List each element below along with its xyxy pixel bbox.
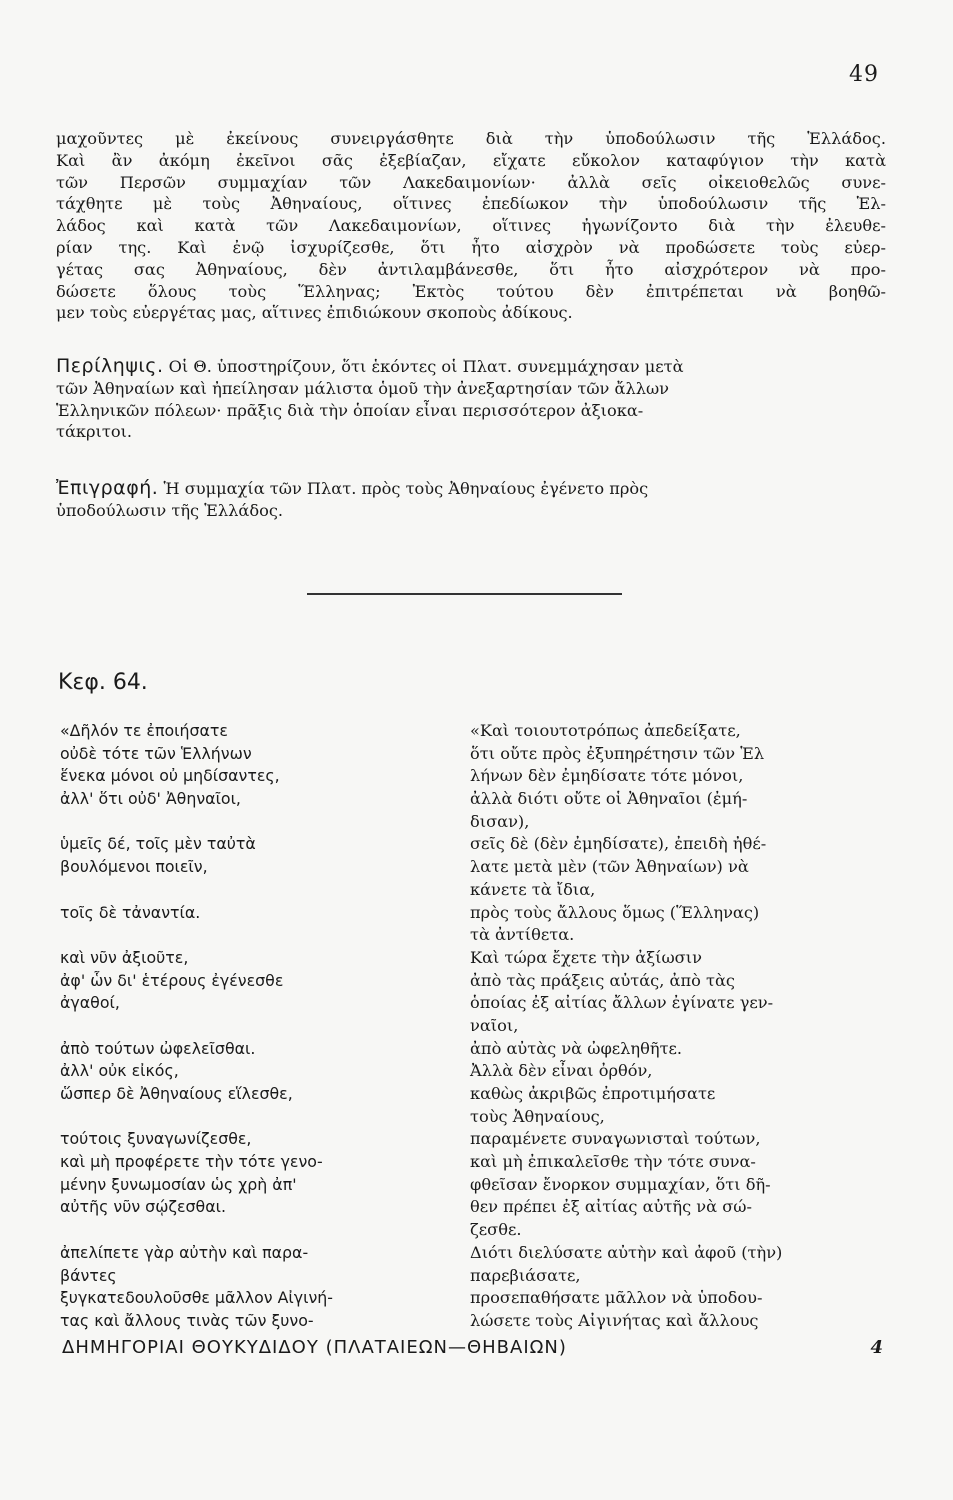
- epigraph-line: ὑποδούλωσιν τῆς Ἑλλάδος.: [56, 500, 284, 520]
- translation-line: ναῖοι,: [470, 1015, 519, 1035]
- page-number: 49: [849, 62, 879, 87]
- summary-line: Οἱ Θ. ὑποστηρίζουν, ὅτι ἑκόντες οἱ Πλατ. συνεμμάχησαν μετὰ: [168, 357, 684, 376]
- translation-line: τὰ ἀντίθετα.: [470, 925, 575, 945]
- summary-line: τῶν Ἀθηναίων καὶ ἠπείλησαν μάλιστα ὁμοῦ τὴν ἀνεξαρτησίαν τῶν ἄλλων: [56, 378, 670, 398]
- ancient-text-line: ἀπὸ τούτων ὠφελεῖσθαι.: [60, 1038, 256, 1058]
- ancient-text-line: ξυγκατεδουλοῦσθε μᾶλλον Αἰγινή-: [60, 1288, 333, 1308]
- ancient-text-line: ἀλλ' ὅτι οὐδ' Ἀθηναῖοι,: [60, 789, 241, 809]
- summary-paragraph: [56, 356, 886, 443]
- line-gap: [60, 811, 450, 834]
- running-title: ΔΗΜΗΓΟΡΙΑΙ ΘΟΥΚΥΔΙΔΟΥ (ΠΛΑΤΑΙΕΩΝ—ΘΗΒΑΙΩΝ): [62, 1337, 567, 1358]
- translation-line: ἀλλὰ διότι οὔτε οἱ Ἀθηναῖοι (ἐμή-: [470, 789, 748, 809]
- translation-line: ἀπὸ τὰς πράξεις αὐτάς, ἀπὸ τὰς: [470, 970, 735, 990]
- ancient-text-line: μένην ξυνωμοσίαν ὡς χρὴ ἀπ': [60, 1174, 297, 1194]
- translation-line: Διότι διελύσατε αὐτὴν καὶ ἀφοῦ (τὴν): [470, 1242, 783, 1262]
- line-gap: [60, 1106, 450, 1129]
- translation-line: παραμένετε συναγωνισταὶ τούτων,: [470, 1129, 761, 1149]
- intro-paragraph: [56, 128, 886, 324]
- translation-line: ὁποίας ἐξ αἰτίας ἄλλων ἐγίνατε γεν-: [470, 993, 774, 1013]
- translation-line: προσεπαθήσατε μᾶλλον νὰ ὑποδου-: [470, 1288, 763, 1308]
- translation-line: φθεῖσαν ἔνορκον συμμαχίαν, ὅτι δῆ-: [470, 1174, 771, 1194]
- ancient-text-line: ὑμεῖς δέ, τοῖς μὲν ταὐτὰ: [60, 834, 256, 854]
- translation-line: καὶ μὴ ἐπικαλεῖσθε τὴν τότε συνα-: [470, 1152, 756, 1172]
- ancient-text-line: αὐτῆς νῦν σῴζεσθαι.: [60, 1197, 227, 1217]
- translation-line: «Καὶ τοιουτοτρόπως ἀπεδείξατε,: [470, 721, 741, 740]
- line-gap: [60, 1219, 450, 1242]
- ancient-text-line: ἀλλ' οὐκ εἰκός,: [60, 1061, 179, 1081]
- ancient-text-column: [60, 720, 450, 1333]
- line-gap: [60, 879, 450, 902]
- epigraph-label: Ἐπιγραφή.: [56, 477, 159, 499]
- ancient-text-line: καὶ νῦν ἀξιοῦτε,: [60, 947, 189, 967]
- intro-line: ρίαν της. Καὶ ἐνῷ ἰσχυρίζεσθε, ὅτι ἦτο αἰσχρὸν νὰ προδώσετε τοὺς εὐερ-: [56, 237, 886, 257]
- summary-line: τάκριτοι.: [56, 422, 133, 442]
- chapter-title: Κεφ. 64.: [58, 670, 148, 695]
- translation-line: ὅτι οὔτε πρὸς ἐξυπηρέτησιν τῶν Ἑλ: [470, 743, 765, 763]
- translation-line: ζεσθε.: [470, 1220, 522, 1240]
- ancient-text-line: βάντες: [60, 1265, 117, 1285]
- translation-line: σεῖς δὲ (δὲν ἐμηδίσατε), ἐπειδὴ ἠθέ-: [470, 834, 767, 854]
- translation-line: θεν πρέπει ἐξ αἰτίας αὐτῆς νὰ σώ-: [470, 1197, 752, 1217]
- ancient-text-line: οὐδὲ τότε τῶν Ἑλλήνων: [60, 743, 252, 763]
- translation-line: παρεβιάσατε,: [470, 1265, 581, 1285]
- translation-line: λατε μετὰ μὲν (τῶν Ἀθηναίων) νὰ: [470, 857, 749, 877]
- translation-column: [470, 720, 890, 1333]
- epigraph-paragraph: [56, 478, 886, 522]
- translation-line: τοὺς Ἀθηναίους,: [470, 1106, 605, 1126]
- translation-line: Καὶ τώρα ἔχετε τὴν ἀξίωσιν: [470, 947, 702, 967]
- ancient-text-line: ἀφ' ὧν δι' ἑτέρους ἐγένεσθε: [60, 970, 284, 990]
- line-gap: [60, 924, 450, 947]
- translation-line: καθὼς ἀκριβῶς ἐπροτιμήσατε: [470, 1084, 716, 1103]
- section-divider: [307, 593, 622, 595]
- intro-line: μεν τοὺς εὐεργέτας μας, αἵτινες ἐπιδιώκουν σκοποὺς ἀδίκους.: [56, 303, 573, 323]
- intro-line: δώσετε ὅλους τοὺς Ἕλληνας; Ἐκτὸς τούτου δὲν ἐπιτρέπεται νὰ βοηθῶ-: [56, 281, 886, 301]
- page-footer: [62, 1337, 884, 1358]
- ancient-text-line: βουλόμενοι ποιεῖν,: [60, 857, 208, 877]
- ancient-text-line: ἕνεκα μόνοι οὐ μηδίσαντες,: [60, 766, 280, 786]
- translation-line: λήνων δὲν ἐμηδίσατε τότε μόνοι,: [470, 766, 744, 786]
- translation-line: δισαν),: [470, 811, 530, 831]
- translation-line: κάνετε τὰ ἴδια,: [470, 879, 596, 899]
- translation-line: πρὸς τοὺς ἄλλους ὅμως (Ἕλληνας): [470, 902, 760, 922]
- intro-line: μαχοῦντες μὲ ἐκείνους συνειργάσθητε διὰ τὴν ὑποδούλωσιν τῆς Ἑλλάδος.: [56, 129, 886, 148]
- intro-line: γέτας σας Ἀθηναίους, δὲν ἀντιλαμβάνεσθε, ὅτι ἦτο αἰσχρότερον νὰ προ-: [56, 259, 886, 279]
- epigraph-line: Ἡ συμμαχία τῶν Πλατ. πρὸς τοὺς Ἀθηναίους ἐγένετο πρὸς: [163, 479, 649, 498]
- line-gap: [60, 1015, 450, 1038]
- ancient-text-line: τοῖς δὲ τἀναντία.: [60, 902, 201, 922]
- intro-line: Καὶ ἂν ἀκόμη ἐκεῖνοι σᾶς ἐξεβίαζαν, εἴχατε εὔκολον καταφύγιον τὴν κατὰ: [56, 150, 886, 170]
- ancient-text-line: ἀγαθοί,: [60, 993, 120, 1013]
- ancient-text-line: ὥσπερ δὲ Ἀθηναίους εἵλεσθε,: [60, 1084, 293, 1103]
- ancient-text-line: τας καὶ ἄλλους τινὰς τῶν ξυνο-: [60, 1310, 314, 1330]
- translation-line: ἀπὸ αὐτὰς νὰ ὠφεληθῆτε.: [470, 1038, 683, 1058]
- summary-line: Ἑλληνικῶν πόλεων· πρᾶξις διὰ τὴν ὁποίαν εἶναι περισσότερον ἀξιοκα-: [56, 400, 644, 420]
- ancient-text-line: ἀπελίπετε γὰρ αὐτὴν καὶ παρα-: [60, 1242, 309, 1262]
- intro-line: τάχθητε μὲ τοὺς Ἀθηναίους, οἵτινες ἐπεδίωκον τὴν ὑποδούλωσιν τῆς Ἑλ-: [56, 194, 886, 214]
- intro-line: τῶν Περσῶν συμμαχίαν τῶν Λακεδαιμονίων· ἀλλὰ σεῖς οἰκειοθελῶς συνε-: [56, 172, 886, 192]
- ancient-text-line: «Δῆλόν τε ἐποιήσατε: [60, 721, 228, 740]
- ancient-text-line: καὶ μὴ προφέρετε τὴν τότε γενο-: [60, 1152, 323, 1172]
- signature-mark: 4: [870, 1337, 884, 1358]
- translation-line: λώσετε τοὺς Αἰγινήτας καὶ ἄλλους: [470, 1310, 759, 1330]
- intro-line: λάδος καὶ κατὰ τῶν Λακεδαιμονίων, οἵτινες ἠγωνίζοντο διὰ τὴν ἐλευθε-: [56, 216, 886, 236]
- summary-label: Περίληψις.: [56, 355, 164, 377]
- translation-line: Ἀλλὰ δὲν εἶναι ὀρθόν,: [470, 1061, 653, 1081]
- ancient-text-line: τούτοις ξυναγωνίζεσθε,: [60, 1129, 252, 1149]
